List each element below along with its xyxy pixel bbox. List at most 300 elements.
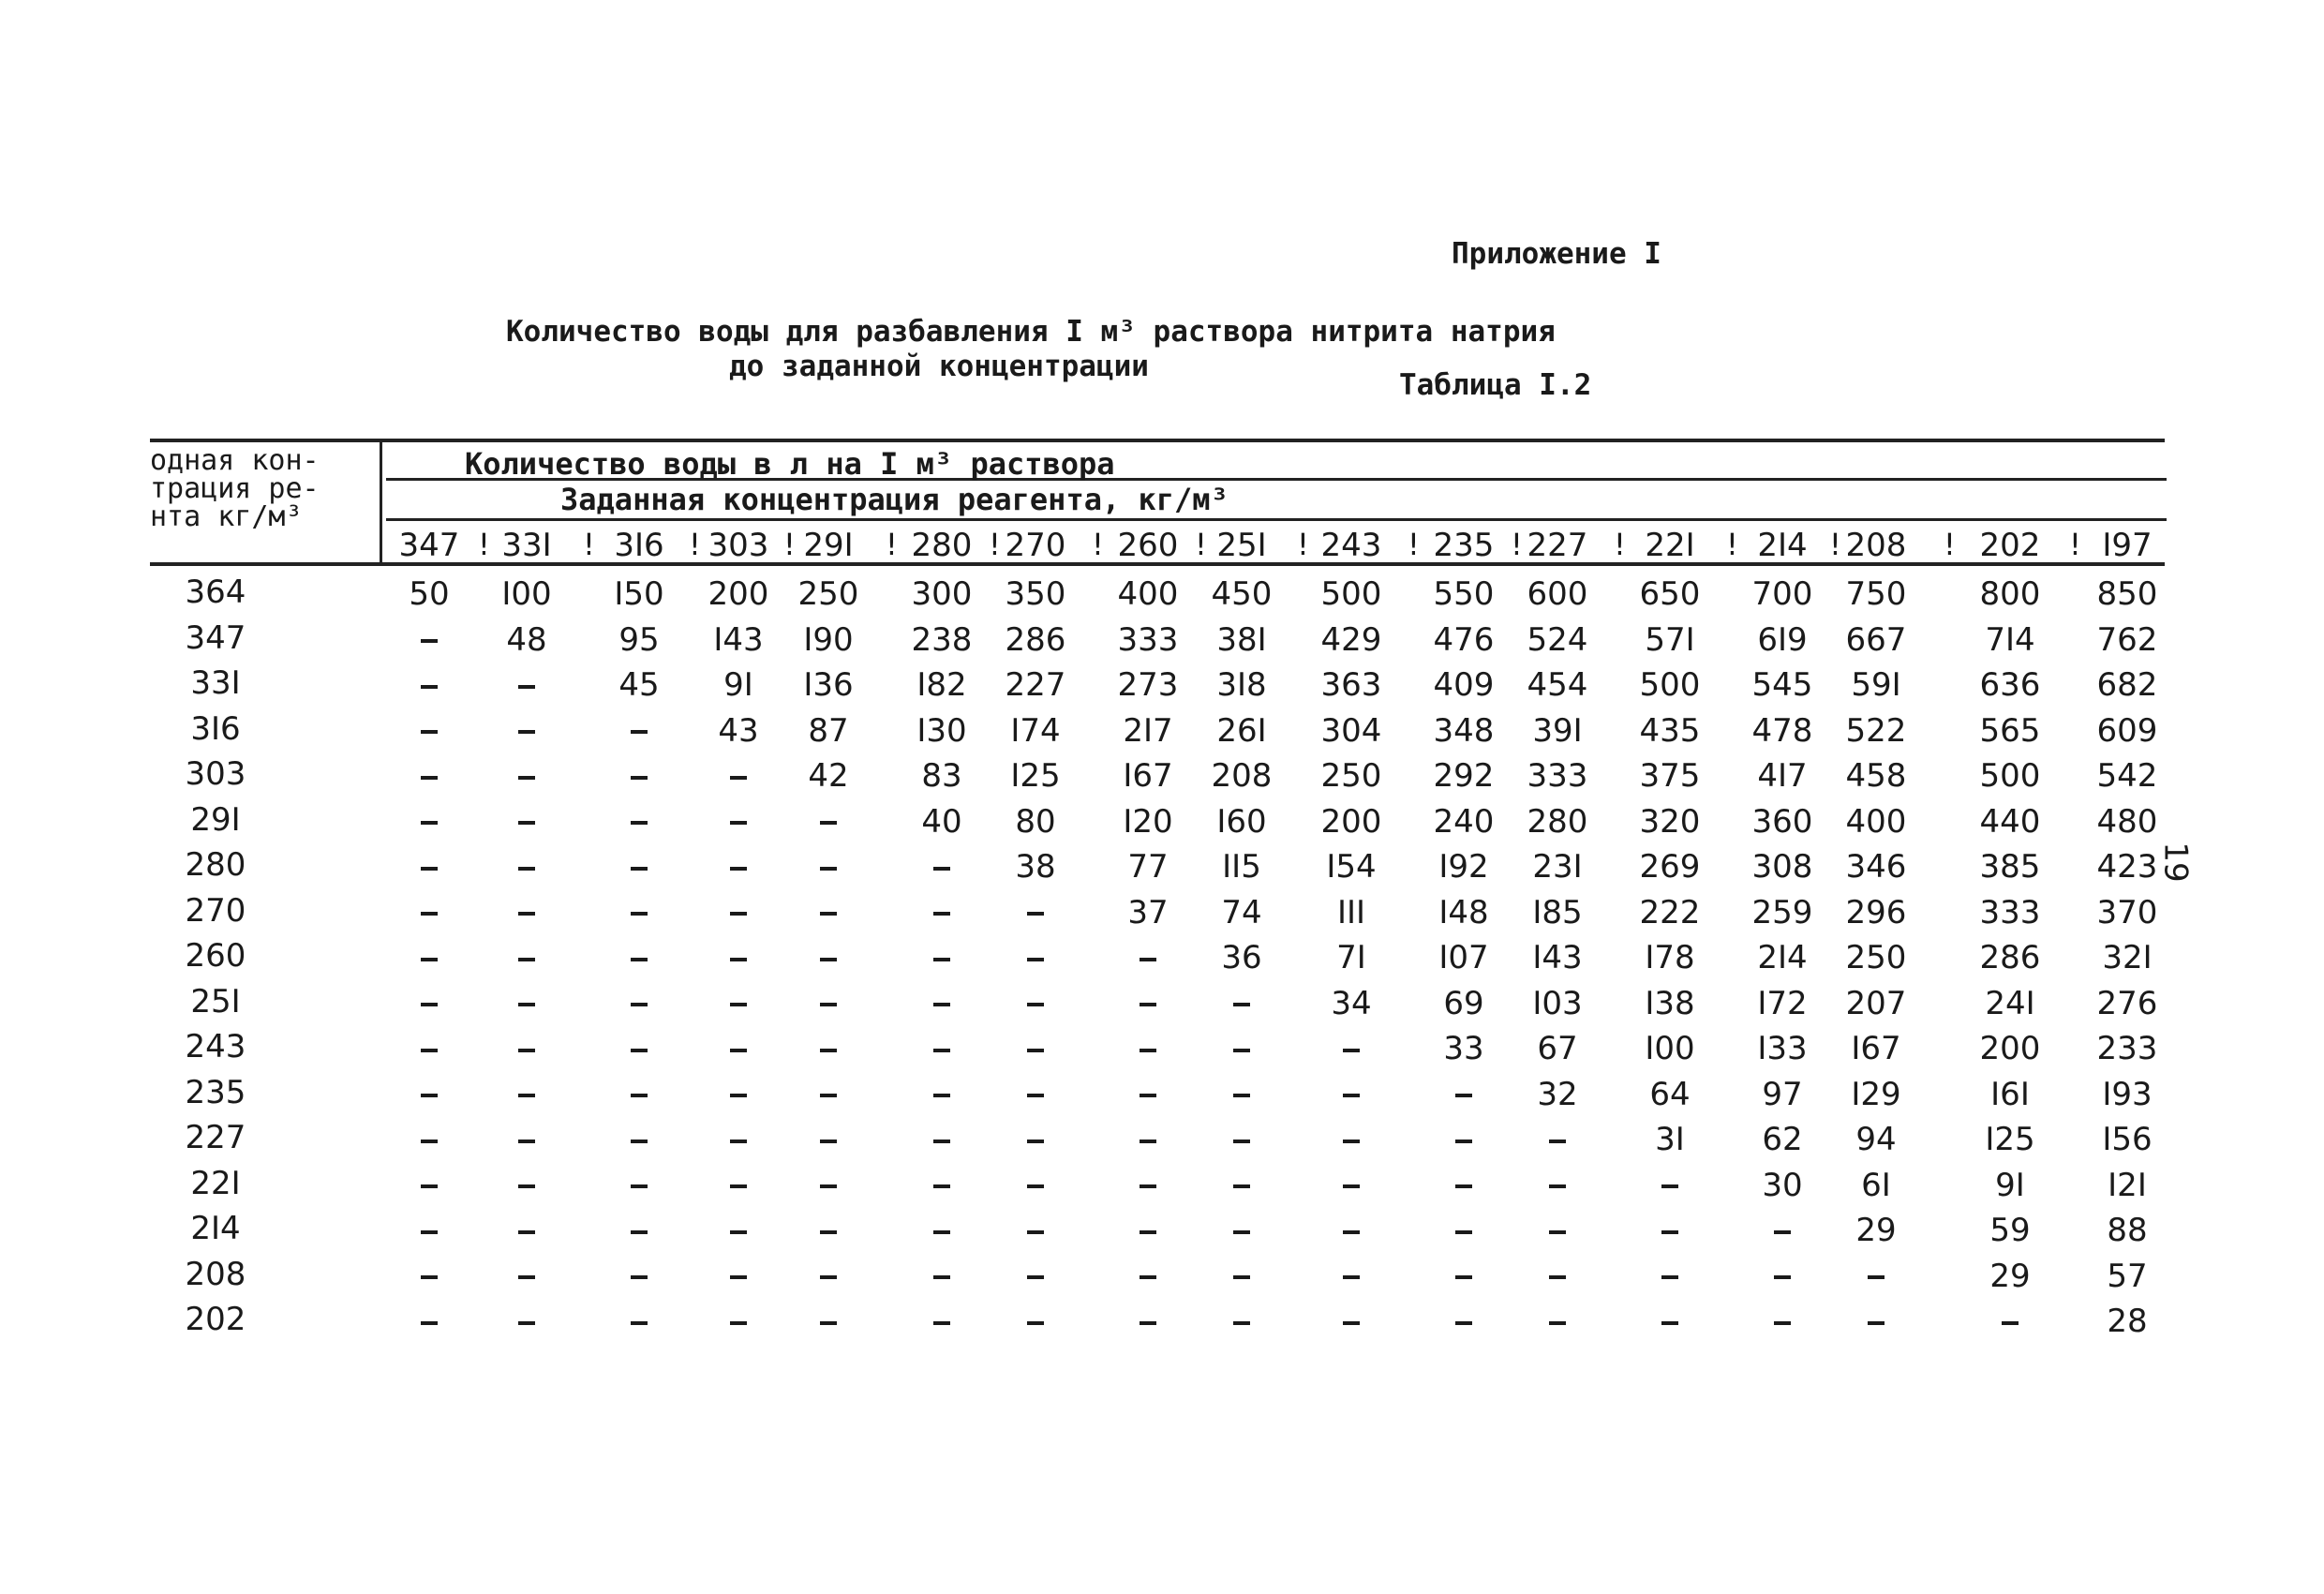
table-cell: I38 [1645,984,1695,1022]
table-cell: 682 [2096,666,2158,704]
empty-dash [1455,1184,1472,1188]
table-cell [378,1076,481,1113]
empty-dash [1027,1321,1044,1325]
column-header: 33I [501,527,552,564]
empty-dash [421,1184,438,1188]
table-cell: 450 [1211,575,1273,613]
empty-dash [820,1230,837,1234]
table-cell [475,1167,578,1204]
row-label: 280 [185,846,246,884]
empty-dash [820,1003,837,1006]
empty-dash [1661,1184,1678,1188]
column-header: 260 [1117,527,1179,564]
table-cell: I74 [1010,711,1061,750]
empty-dash [730,958,747,961]
table-cell: 37 [1127,893,1169,931]
table-cell [777,985,880,1022]
table-cell [984,1167,1087,1204]
table-cell: I78 [1645,939,1695,976]
empty-dash [730,1049,747,1052]
table-cell: 50 [409,575,450,613]
table-cell [1096,1212,1199,1249]
empty-dash [933,1184,950,1188]
empty-dash [421,1275,438,1279]
empty-dash [730,1003,747,1006]
table-cell [378,666,481,704]
table-cell: I07 [1438,939,1489,976]
empty-dash [730,1321,747,1325]
table-cell: I48 [1438,893,1489,931]
table-cell: 409 [1433,666,1495,704]
empty-dash [421,639,438,643]
row-label: 303 [185,755,246,793]
table-cell: 36 [1221,939,1262,976]
table-cell: 3I8 [1216,666,1267,704]
table-title-line1: Количество воды для разбавления I м³ раствора нитрита натрия [506,315,1556,349]
table-cell [1959,1303,2062,1340]
empty-dash [933,1140,950,1143]
table-cell: 360 [1751,802,1813,841]
empty-dash [518,821,535,825]
table-cell [687,1303,790,1340]
table-number: Таблица I.2 [1399,368,1592,402]
empty-dash [421,912,438,916]
table-cell: I56 [2102,1121,2153,1158]
empty-dash [1455,1230,1472,1234]
table-cell: 259 [1751,893,1813,931]
empty-dash [730,912,747,916]
column-header: 227 [1527,527,1588,564]
table-cell [378,621,481,659]
table-cell: I60 [1216,802,1267,841]
table-cell [1190,1121,1293,1158]
table-cell [890,1121,993,1158]
table-cell [588,712,691,750]
empty-dash [1455,1094,1472,1097]
table-cell: I25 [1010,757,1061,795]
column-separator: ! [989,527,1001,562]
table-cell: 48 [506,620,547,659]
table-cell: 542 [2096,757,2158,795]
table-cell: 77 [1127,848,1169,886]
table-cell: 30 [1762,1166,1803,1204]
table-cell: 250 [797,575,859,613]
empty-dash [1343,1049,1360,1052]
empty-dash [1140,958,1156,961]
empty-dash [1868,1275,1885,1279]
table-cell: 227 [1005,666,1066,704]
table-cell [1412,1258,1515,1295]
empty-dash [1233,1003,1250,1006]
table-cell [1096,1303,1199,1340]
table-cell: I85 [1532,893,1583,931]
empty-dash [518,958,535,961]
table-cell [1731,1258,1834,1295]
table-cell: I36 [803,666,854,704]
empty-dash [421,1321,438,1325]
table-cell [1506,1258,1609,1295]
table-cell: 480 [2096,802,2158,841]
table-cell: I72 [1757,984,1808,1022]
table-cell: II5 [1222,848,1261,886]
table-cell [1618,1167,1721,1204]
table-cell: 458 [1845,757,1907,795]
table-cell: 7I4 [1985,620,2035,659]
table-cell: 296 [1845,893,1907,931]
column-header: 25I [1216,527,1267,564]
empty-dash [933,1003,950,1006]
empty-dash [933,1275,950,1279]
table-cell: 800 [1979,575,2041,613]
table-cell: I29 [1851,1075,1901,1113]
row-label: 208 [185,1255,246,1293]
empty-dash [1027,1275,1044,1279]
column-separator: ! [1195,527,1207,562]
empty-dash [421,1003,438,1006]
table-cell [984,939,1087,976]
table-cell [1412,1212,1515,1249]
table-cell: 7I [1336,939,1366,976]
row-label: 235 [185,1073,246,1111]
table-cell [588,848,691,886]
table-cell [378,1121,481,1158]
table-cell: 276 [2096,984,2158,1022]
table-cell [687,848,790,886]
table-cell: 45 [618,666,660,704]
row-header-line2: трация ре- [150,472,320,505]
table-cell [984,985,1087,1022]
table-cell: 34 [1331,984,1372,1022]
table-cell [687,985,790,1022]
empty-dash [1343,1275,1360,1279]
table-cell [890,985,993,1022]
column-separator: ! [1408,527,1420,562]
empty-dash [1343,1230,1360,1234]
table-cell: 269 [1639,848,1701,886]
empty-dash [1233,1321,1250,1325]
table-cell: 57I [1645,620,1695,659]
table-cell: I54 [1326,848,1377,886]
empty-dash [1027,1094,1044,1097]
row-label: 243 [185,1028,246,1065]
table-cell [890,1212,993,1249]
table-cell: 273 [1117,666,1179,704]
empty-dash [1455,1140,1472,1143]
table-cell [378,712,481,750]
table-cell: 64 [1649,1075,1691,1113]
table-cell: I30 [916,711,967,750]
table-cell: 750 [1845,575,1907,613]
empty-dash [1774,1230,1791,1234]
table-cell [777,939,880,976]
row-label: 227 [185,1119,246,1156]
table-cell: 33 [1443,1030,1484,1067]
column-separator: ! [886,527,898,562]
table-cell [1190,1030,1293,1067]
table-cell: 57 [2107,1257,2148,1295]
table-cell [1506,1121,1609,1158]
empty-dash [1233,1230,1250,1234]
table-cell: I67 [1851,1030,1901,1067]
table-cell [777,894,880,931]
empty-dash [820,1275,837,1279]
table-cell [475,1030,578,1067]
table-cell: 320 [1639,802,1701,841]
row-label: 260 [185,937,246,975]
table-cell [777,1303,880,1340]
empty-dash [518,776,535,780]
empty-dash [1140,1049,1156,1052]
column-header: 2I4 [1757,527,1808,564]
table-cell: 32I [2102,939,2153,976]
table-cell [1190,985,1293,1022]
empty-dash [820,1094,837,1097]
table-cell: 375 [1639,757,1701,795]
table-cell: 2I4 [1757,939,1808,976]
table-cell [588,939,691,976]
empty-dash [1140,1321,1156,1325]
table-cell: 565 [1979,711,2041,750]
table-cell [1412,1121,1515,1158]
empty-dash [820,958,837,961]
table-cell [777,1212,880,1249]
table-cell: I2I [2108,1166,2147,1204]
table-cell: 304 [1320,711,1382,750]
empty-dash [933,958,950,961]
empty-dash [1140,1230,1156,1234]
table-cell: 250 [1320,757,1382,795]
table-cell [777,803,880,841]
empty-dash [421,1140,438,1143]
empty-dash [820,912,837,916]
table-cell [777,1167,880,1204]
table-cell [984,1121,1087,1158]
table-cell [1096,1121,1199,1158]
table-cell: I20 [1123,802,1173,841]
empty-dash [631,958,648,961]
table-cell: 240 [1433,802,1495,841]
column-separator: ! [1614,527,1626,562]
table-cell [588,1258,691,1295]
table-cell: 667 [1845,620,1907,659]
table-cell [1300,1258,1403,1295]
table-cell: 88 [2107,1212,2148,1249]
empty-dash [1549,1275,1566,1279]
empty-dash [820,1184,837,1188]
table-cell: 636 [1979,666,2041,704]
empty-dash [631,1140,648,1143]
empty-dash [1233,1094,1250,1097]
table-cell [475,1076,578,1113]
empty-dash [933,867,950,871]
table-cell [890,1076,993,1113]
table-cell [1300,1076,1403,1113]
table-cell: 80 [1015,802,1056,841]
table-cell [1506,1303,1609,1340]
table-cell [687,1030,790,1067]
empty-dash [1549,1230,1566,1234]
table-cell: 650 [1639,575,1701,613]
table-cell: 62 [1762,1121,1803,1158]
table-cell [1096,939,1199,976]
table-cell [890,848,993,886]
empty-dash [421,730,438,734]
column-header: 270 [1005,527,1066,564]
table-cell: 400 [1845,802,1907,841]
table-cell: 500 [1320,575,1382,613]
table-cell [378,939,481,976]
empty-dash [820,821,837,825]
table-cell: 609 [2096,711,2158,750]
table-cell [588,894,691,931]
empty-dash [421,867,438,871]
empty-dash [1140,1275,1156,1279]
table-top-rule [150,439,2165,442]
table-cell: 9I [723,666,753,704]
empty-dash [1455,1321,1472,1325]
table-cell [1096,985,1199,1022]
empty-dash [518,867,535,871]
table-cell: 39I [1532,711,1583,750]
table-cell: 67 [1537,1030,1578,1067]
table-cell [1506,1212,1609,1249]
empty-dash [518,1049,535,1052]
table-cell: I43 [1532,939,1583,976]
table-cell: 43 [718,711,759,750]
table-cell [1412,1076,1515,1113]
table-cell: 850 [2096,575,2158,613]
table-cell [687,1258,790,1295]
table-cell: 300 [911,575,973,613]
empty-dash [1027,958,1044,961]
empty-dash [421,776,438,780]
table-cell: 200 [708,575,769,613]
table-cell [1190,1076,1293,1113]
table-cell: 9I [1995,1166,2025,1204]
table-cell [1300,1212,1403,1249]
table-cell: 762 [2096,620,2158,659]
table-cell: I50 [614,575,664,613]
column-header: 347 [398,527,460,564]
table-cell [1096,1167,1199,1204]
table-cell [588,1076,691,1113]
table-cell [475,1212,578,1249]
table-cell [588,803,691,841]
table-cell [687,1076,790,1113]
table-cell: 200 [1979,1030,2041,1067]
empty-dash [1774,1275,1791,1279]
table-cell [687,894,790,931]
table-cell: 500 [1639,666,1701,704]
row-header-line3: нта кг/м³ [150,500,303,533]
table-cell: III [1336,893,1366,931]
empty-dash [933,912,950,916]
row-label: 33I [190,664,241,702]
table-cell: 6I [1861,1166,1891,1204]
table-cell: 42 [808,757,849,795]
empty-dash [1027,1140,1044,1143]
empty-dash [933,1094,950,1097]
table-cell: 308 [1751,848,1813,886]
empty-dash [518,730,535,734]
header-rule-2 [386,518,2167,521]
column-separator: ! [1092,527,1104,562]
empty-dash [820,867,837,871]
table-cell: 385 [1979,848,2041,886]
empty-dash [1233,1184,1250,1188]
column-separator: ! [1726,527,1738,562]
table-cell: 29 [1855,1212,1897,1249]
table-cell: 38I [1216,620,1267,659]
table-cell [475,1258,578,1295]
table-cell [588,757,691,795]
table-cell [984,1258,1087,1295]
table-cell [687,939,790,976]
table-cell [890,894,993,931]
empty-dash [631,730,648,734]
table-cell [588,1121,691,1158]
table-cell [378,803,481,841]
empty-dash [518,1003,535,1006]
empty-dash [631,776,648,780]
table-cell: 222 [1639,893,1701,931]
table-cell: 600 [1527,575,1588,613]
table-cell: 440 [1979,802,2041,841]
table-cell [687,1167,790,1204]
table-cell: 333 [1117,620,1179,659]
empty-dash [518,1275,535,1279]
empty-dash [1027,1049,1044,1052]
table-cell: 545 [1751,666,1813,704]
table-cell [984,1030,1087,1067]
row-header-line1: одная кон- [150,444,320,477]
table-cell [588,1303,691,1340]
empty-dash [631,1275,648,1279]
table-cell: I33 [1757,1030,1808,1067]
table-cell [475,1121,578,1158]
column-header: 235 [1433,527,1495,564]
row-label: 25I [190,982,241,1020]
empty-dash [730,821,747,825]
empty-dash [631,1003,648,1006]
empty-dash [421,1230,438,1234]
table-cell [1190,1303,1293,1340]
table-cell: 423 [2096,848,2158,886]
empty-dash [820,1321,837,1325]
table-cell [777,848,880,886]
table-cell [378,1212,481,1249]
table-cell [475,757,578,795]
table-cell [1825,1303,1928,1340]
table-cell: 363 [1320,666,1382,704]
table-cell [378,1030,481,1067]
table-cell [1412,1167,1515,1204]
empty-dash [518,1321,535,1325]
table-cell: 350 [1005,575,1066,613]
empty-dash [518,1184,535,1188]
empty-dash [1549,1140,1566,1143]
column-header: I97 [2102,527,2153,564]
empty-dash [518,1140,535,1143]
appendix-label: Приложение I [1452,237,1661,271]
table-cell: 333 [1527,757,1588,795]
table-cell: 238 [911,620,973,659]
table-cell: 69 [1443,984,1484,1022]
empty-dash [631,1230,648,1234]
table-cell: 348 [1433,711,1495,750]
empty-dash [1027,1184,1044,1188]
table-cell [1731,1212,1834,1249]
